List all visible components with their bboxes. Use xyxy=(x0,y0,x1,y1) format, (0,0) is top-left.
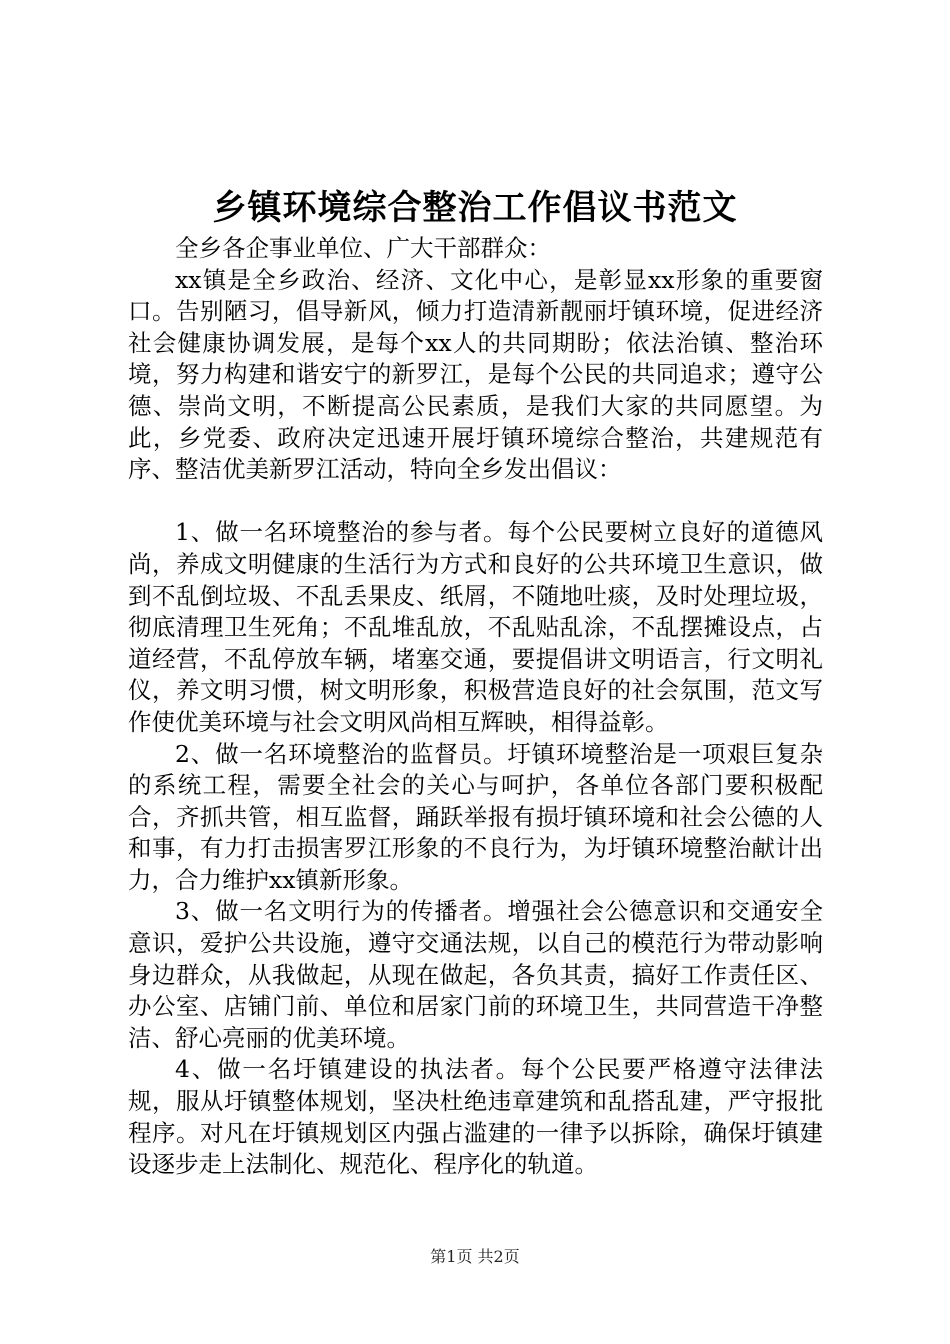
document-body xyxy=(128,233,823,1181)
paragraph-spacer xyxy=(128,486,823,518)
page-title: 乡镇环境综合整治工作倡议书范文 xyxy=(212,188,738,228)
item-paragraph-4: 4、做一名圩镇建设的执法者。每个公民要严格遵守法律法规，服从圩镇整体规划，坚决杜绝违章建筑和乱搭乱建，严守报批程序。对凡在圩镇规划区内强占滥建的一律予以拆除，确保圩镇建设逐步走上法制化、规范化、程序化的轨道。 xyxy=(128,1055,823,1179)
intro-paragraph: xx镇是全乡政治、经济、文化中心，是彰显xx形象的重要窗口。告别陋习，倡导新风，倾力打造清新靓丽圩镇环境，促进经济社会健康协调发展，是每个xx人的共同期盼；依法治镇、整治环境，努力构建和谐安宁的新罗江，是每个公民的共同追求；遵守公德、崇尚文明，不断提高公民素质，是我们大家的共同愿望。为此，乡党委、政府决定迅速开展圩镇环境综合整治，共建规范有序、整洁优美新罗江活动，特向全乡发出倡议： xyxy=(128,265,823,484)
page-footer: 第1页 共2页 xyxy=(430,1247,520,1266)
item-paragraph-2: 2、做一名环境整治的监督员。圩镇环境整治是一项艰巨复杂的系统工程，需要全社会的关心与呵护，各单位各部门要积极配合，齐抓共管，相互监督，踊跃举报有损圩镇环境和社会公德的人和事，有力打击损害罗江形象的不良行为，为圩镇环境整治献计出力，合力维护xx镇新形象。 xyxy=(128,739,823,894)
item-paragraph-1: 1、做一名环境整治的参与者。每个公民要树立良好的道德风尚，养成文明健康的生活行为方式和良好的公共环境卫生意识，做到不乱倒垃圾、不乱丢果皮、纸屑，不随地吐痰，及时处理垃圾，彻底清理卫生死角；不乱堆乱放，不乱贴乱涂，不乱摆摊设点，占道经营，不乱停放车辆，堵塞交通，要提倡讲文明语言，行文明礼仪，养文明习惯，树文明形象，积极营造良好的社会氛围，范文写作使优美环境与社会文明风尚相互辉映，相得益彰。 xyxy=(128,518,823,736)
salutation-paragraph: 全乡各企事业单位、广大干部群众： xyxy=(175,234,551,262)
item-paragraph-3: 3、做一名文明行为的传播者。增强社会公德意识和交通安全意识，爱护公共设施，遵守交通法规，以自己的模范行为带动影响身边群众，从我做起，从现在做起，各负其责，搞好工作责任区、办公室、店铺门前、单位和居家门前的环境卫生，共同营造干净整洁、舒心亮丽的优美环境。 xyxy=(128,897,823,1052)
